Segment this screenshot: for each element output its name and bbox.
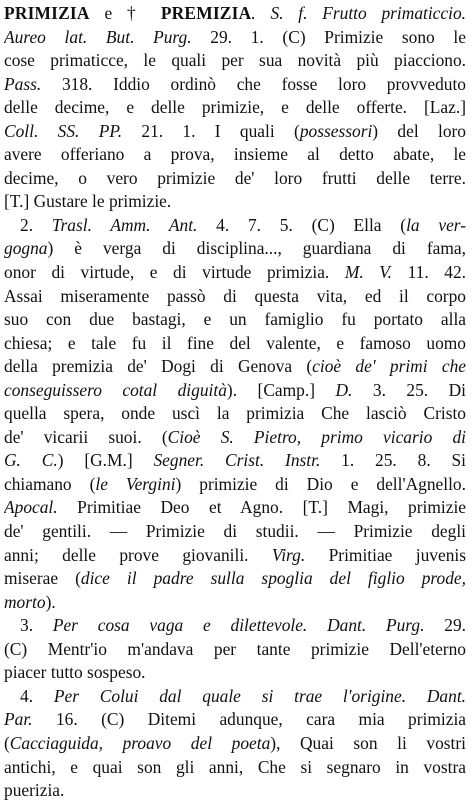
body-text: chiamano ( bbox=[4, 473, 96, 494]
italic-text: Cioè S. Pietro, primo vicario di bbox=[167, 426, 466, 447]
body-text: onor di virtude, e di virtude primizia. bbox=[4, 262, 345, 283]
italic-text: Par. bbox=[4, 709, 33, 730]
entry-line bbox=[4, 167, 466, 191]
body-text: suo con due bastagi, e un famiglio fu portato alla bbox=[4, 309, 466, 330]
entry-line bbox=[4, 661, 466, 685]
body-text: decime, o vero primizie de' loro frutti delle terre. bbox=[4, 167, 466, 188]
italic-text: gogna bbox=[4, 238, 48, 259]
italic-text: dice il padre sulla spoglia del figlio prode, bbox=[80, 568, 466, 589]
entry-line bbox=[4, 638, 466, 662]
body-text: antichi, e quai son gli anni, Che si segnaro in vostra bbox=[4, 756, 466, 777]
body-text: ). [Camp.] bbox=[226, 379, 336, 400]
entry-line bbox=[4, 732, 466, 756]
entry-line bbox=[4, 26, 466, 50]
body-text: 3. 25. Di bbox=[352, 379, 466, 400]
italic-text: la ver- bbox=[406, 214, 466, 235]
body-text: quella spera, onde uscì la primizia Che lasciò Cristo bbox=[4, 403, 466, 424]
body-text: (C) Mentr'io m'andava per tante primizie Dell'eterno bbox=[4, 638, 466, 659]
body-text: 1. 25. 8. Si bbox=[320, 450, 466, 471]
entry-line bbox=[4, 190, 466, 214]
italic-text: morto bbox=[4, 591, 46, 612]
body-text: 4. bbox=[20, 685, 54, 706]
italic-text: Pass. bbox=[4, 73, 42, 94]
italic-text: Aureo lat. But. Purg. bbox=[4, 26, 192, 47]
italic-text: Virg. bbox=[271, 544, 306, 565]
entry-line bbox=[4, 496, 466, 520]
entry-line bbox=[4, 544, 466, 568]
entry-line bbox=[4, 237, 466, 261]
dictionary-entry bbox=[4, 2, 470, 803]
body-text: ). bbox=[45, 591, 56, 612]
body-text: 3. bbox=[20, 615, 53, 636]
entry-line bbox=[4, 214, 466, 238]
body-text: Primitiae Deo et Agno. [T.] Magi, primizie bbox=[57, 497, 466, 518]
body-text: [T.] Gustare le primizie. bbox=[4, 191, 172, 212]
body-text: anni; delle prove giovanili. bbox=[4, 544, 272, 565]
italic-text: Trasl. Amm. Ant. bbox=[51, 214, 198, 235]
entry-line bbox=[4, 73, 466, 97]
body-text: miserae ( bbox=[4, 568, 81, 589]
entry-line bbox=[4, 756, 466, 780]
body-text: avere offeriano a prova, insieme al detto abate, le bbox=[4, 144, 466, 165]
body-text: ) è verga di disciplina..., guardiana di fama, bbox=[47, 238, 466, 259]
entry-line bbox=[4, 567, 466, 591]
body-text: 29. bbox=[424, 615, 466, 636]
italic-text: M. V. bbox=[344, 262, 392, 283]
italic-text: Segner. Crist. Instr. bbox=[153, 450, 321, 471]
body-text: ) [G.M.] bbox=[57, 450, 154, 471]
entry-line bbox=[4, 120, 466, 144]
entry-line bbox=[4, 449, 466, 473]
italic-text: Apocal. bbox=[4, 497, 58, 518]
italic-text: Coll. SS. PP. bbox=[4, 120, 123, 141]
entry-line bbox=[4, 96, 466, 120]
headword: PRIMIZIA bbox=[4, 3, 90, 23]
entry-line bbox=[4, 779, 466, 803]
italic-text: conseguissero cotal diguità bbox=[4, 379, 227, 400]
italic-text: le Vergini bbox=[95, 473, 176, 494]
entry-line bbox=[4, 591, 466, 615]
body-text: piacer tutto sospeso. bbox=[4, 662, 146, 683]
body-text: cose primaticce, le quali per sua novità più piacciono. bbox=[4, 50, 466, 71]
entry-line bbox=[4, 308, 466, 332]
body-text: ), Quai son li vostri bbox=[270, 732, 466, 753]
entry-line bbox=[4, 285, 466, 309]
entry-line bbox=[4, 261, 466, 285]
body-text: Assai miseramente passò di questa vita, ed il corpo bbox=[4, 285, 466, 306]
body-text: 11. 42. bbox=[392, 262, 466, 283]
italic-text: possessori bbox=[299, 120, 373, 141]
italic-text: D. bbox=[335, 379, 353, 400]
body-text: 16. (C) Ditemi adunque, cara mia primizia bbox=[32, 709, 466, 730]
entry-line bbox=[4, 473, 466, 497]
body-text: 29. 1. (C) Primizie sono le bbox=[191, 26, 466, 47]
italic-text: Per cosa vaga e dilettevole. Dant. Purg. bbox=[52, 615, 425, 636]
body-text: de' vicarii suoi. ( bbox=[4, 426, 168, 447]
body-text: puerizia. bbox=[4, 780, 65, 801]
body-text: 21. 1. I quali ( bbox=[122, 120, 300, 141]
body-text: 318. Iddio ordinò che fosse loro provveduto bbox=[41, 73, 466, 94]
body-text: Primitiae juvenis bbox=[305, 544, 466, 565]
entry-line bbox=[4, 143, 466, 167]
entry-line bbox=[4, 332, 466, 356]
entry-line bbox=[4, 685, 466, 709]
body-text: e † bbox=[89, 3, 161, 23]
body-text: 4. 7. 5. (C) Ella ( bbox=[197, 214, 407, 235]
italic-text: cioè de' primi che bbox=[312, 356, 466, 377]
body-text: 2. bbox=[20, 214, 52, 235]
italic-text: Cacciaguida, proavo del poeta bbox=[9, 732, 271, 753]
italic-text: G. C. bbox=[4, 450, 58, 471]
entry-line bbox=[4, 49, 466, 73]
entry-line bbox=[4, 379, 466, 403]
body-text: della premizia de' Dogi di Genova ( bbox=[4, 356, 313, 377]
body-text: de' gentili. — Primizie di studii. — Primizie degli bbox=[4, 521, 466, 542]
headword: PREMIZIA bbox=[160, 3, 252, 23]
entry-line bbox=[4, 355, 466, 379]
body-text: ( bbox=[4, 732, 10, 753]
body-text: ) del loro bbox=[372, 120, 466, 141]
entry-line bbox=[4, 402, 466, 426]
italic-text: Per Colui dal quale si trae l'origine. Dant. bbox=[53, 685, 466, 706]
italic-text: . S. f. Frutto primaticcio. bbox=[251, 3, 466, 23]
entry-line bbox=[4, 614, 466, 638]
entry-line bbox=[4, 2, 466, 26]
entry-line bbox=[4, 426, 466, 450]
body-text: delle decime, e delle primizie, e delle offerte. [Laz.] bbox=[4, 97, 466, 118]
entry-line bbox=[4, 708, 466, 732]
body-text: chiesa; e tale fu il fine del valente, e famoso uomo bbox=[4, 332, 466, 353]
entry-line bbox=[4, 520, 466, 544]
body-text: ) primizie di Dio e dell'Agnello. bbox=[175, 473, 466, 494]
